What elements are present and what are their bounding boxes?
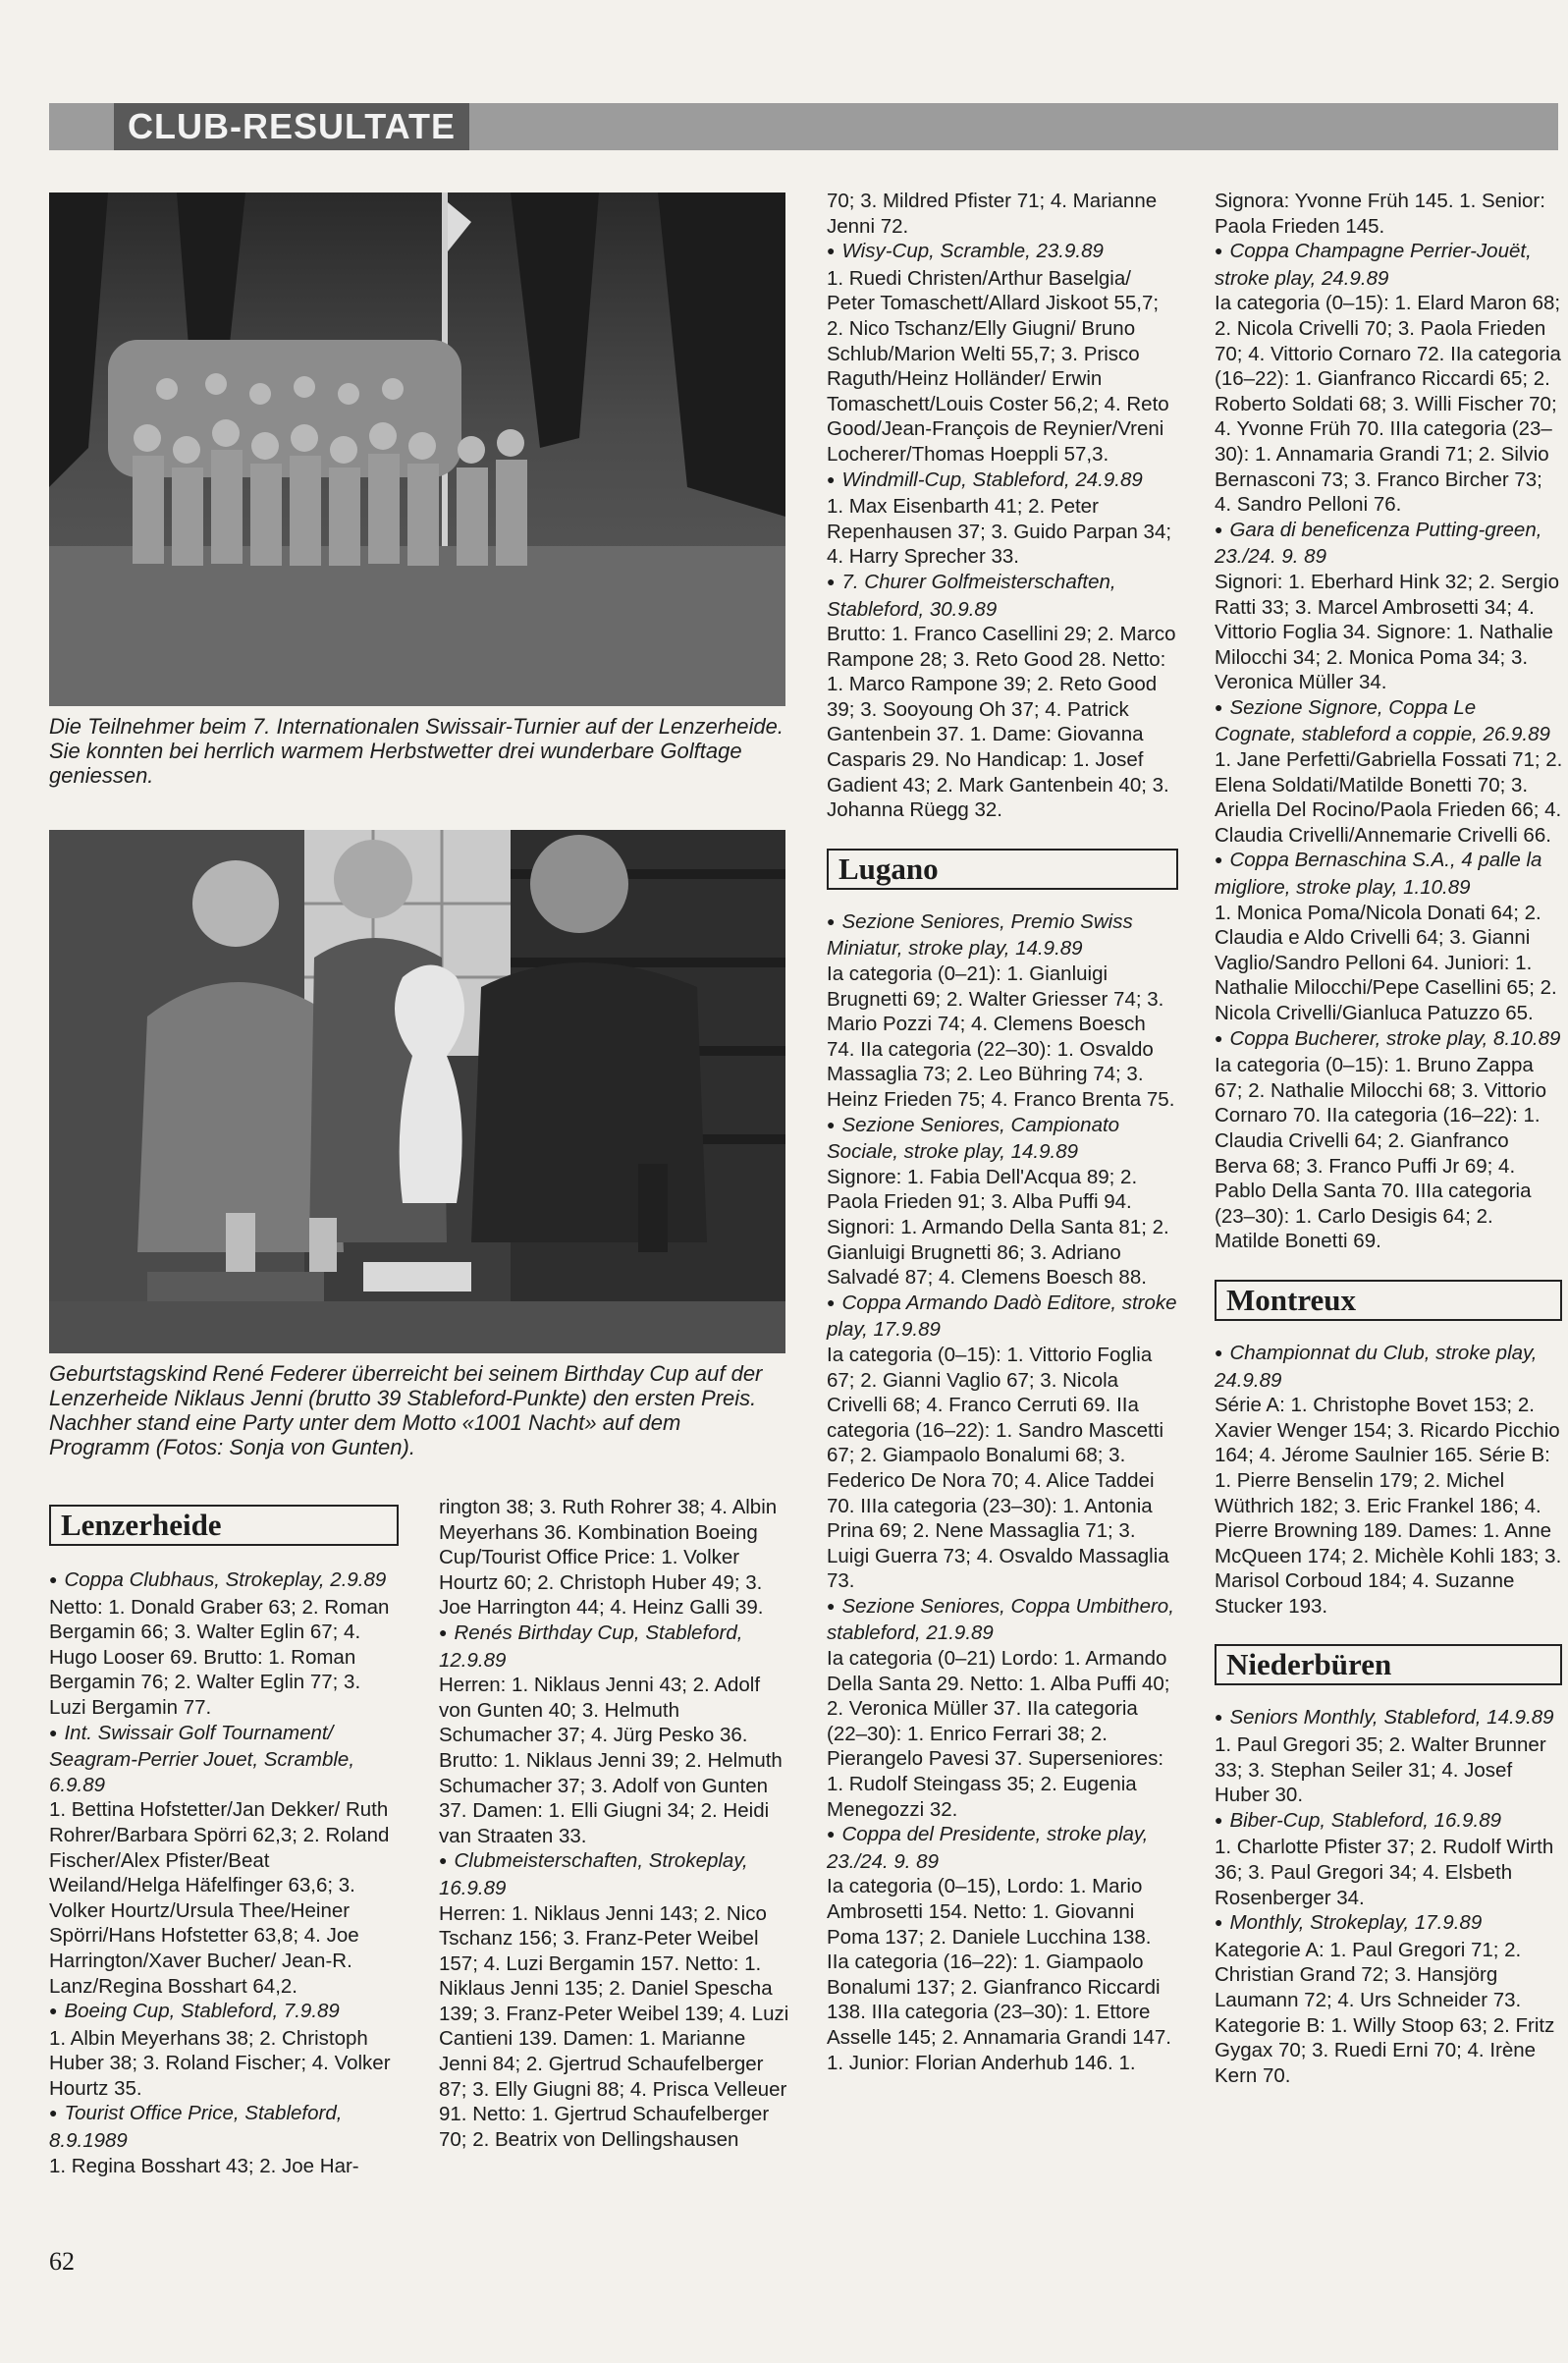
event-results: 1. Regina Bosshart 43; 2. Joe Har-	[49, 2154, 359, 2177]
event-results: 1. Paul Gregori 35; 2. Walter Brunner 33; 3. Stephan Seiler 31; 4. Josef Huber 30.	[1215, 1733, 1546, 1807]
section-title-niederburen: Niederbüren	[1215, 1644, 1562, 1685]
event-results: 1. Charlotte Pfister 37; 2. Rudolf Wirth 36; 3. Paul Gregori 34; 4. Elsbeth Rosenberger 34.	[1215, 1836, 1554, 1909]
event-results: Ia categoria (0–21) Lordo: 1. Armando Della Santa 29. Netto: 1. Alba Puffi 40; 2. Veronica Müller 37. IIa categoria (22–30): 1. Enrico Ferrari 38; 2. Pierangelo Pavesi 37. Superseniores: 1. Rudolf Steingass 35; 2. Eugenia Menegozzi 32.	[827, 1647, 1170, 1821]
event-title: ● Sezione Signore, Coppa Le Cognate, stableford a coppie, 26.9.89	[1215, 695, 1563, 747]
event-title: ● Windmill-Cup, Stableford, 24.9.89	[827, 467, 1178, 495]
group-photo	[49, 192, 785, 706]
event-results: Ia categoria (0–15): 1. Elard Maron 68; 2. Nicola Crivelli 70; 3. Paola Frieden 70; 4. Vittorio Cornaro 72. IIa categoria (16–22): 1. Gianfranco Riccardi 65; 2. Roberto Soldati 68; 3. Willi Fischer 70; 4. Yvonne Früh 70. IIIa categoria (23–30): 1. Annamaria Grandi 71; 2. Silvio Bernasconi 73; 3. Franco Bircher 73; 4. Sandro Pelloni 76.	[1215, 292, 1561, 517]
column-2	[439, 1495, 790, 2152]
group-photo-caption: Die Teilnehmer beim 7. Internationalen Swissair-Turnier auf der Lenzerheide. Sie konnten bei herrlich warmem Herbstwetter drei wunderbare Golftage geniessen.	[49, 714, 784, 788]
event-title: ● Coppa Bucherer, stroke play, 8.10.89	[1215, 1026, 1563, 1054]
event-results: 70; 3. Mildred Pfister 71; 4. Marianne Jenni 72.	[827, 190, 1158, 238]
column-3	[827, 189, 1178, 2075]
event-results: Herren: 1. Niklaus Jenni 143; 2. Nico Tschanz 156; 3. Franz-Peter Weibel 157; 4. Luzi Bergamin 157. Netto: 1. Niklaus Jenni 135; 2. Daniel Spescha 139; 3. Franz-Peter Weibel 139; 4. Luzi Cantieni 139. Damen: 1. Marianne Jenni 84; 2. Gjertrud Schaufelberger 87; 3. Elly Giugni 88; 4. Prisca Velleuer 91. Netto: 1. Gjertrud Schaufelberger 70; 2. Beatrix von Dellingshausen	[439, 1901, 789, 2151]
event-results: Herren: 1. Niklaus Jenni 43; 2. Adolf von Gunten 40; 3. Helmuth Schumacher 37; 4. Jürg Pesko 36. Brutto: 1. Niklaus Jenni 39; 2. Helmuth Schumacher 37; 3. Adolf von Gunten 37. Damen: 1. Elli Giugni 34; 2. Heidi van Straaten 33.	[439, 1674, 783, 1847]
event-title: ● Sezione Seniores, Premio Swiss Miniatur, stroke play, 14.9.89	[827, 909, 1178, 962]
event-results: Signore: 1. Fabia Dell'Acqua 89; 2. Paola Frieden 91; 3. Alba Puffi 94. Signori: 1. Armando Della Santa 81; 2. Gianluigi Brugnetti 86; 3. Adriano Salvadé 87; 4. Clemens Boesch 88.	[827, 1165, 1169, 1290]
event-results: 1. Ruedi Christen/Arthur Baselgia/ Peter Tomaschett/Allard Jiskoot 55,7; 2. Nico Tschanz/Elly Giugni/ Bruno Schlub/Marion Welti 55,7; 3. Prisco Raguth/Heinz Holländer/ Erwin Tomaschett/Louis Coster 56,2; 4. Reto Good/Jean-François de Reynier/Vreni Locherer/Thomas Hoeppli 57,3.	[827, 266, 1169, 466]
event-results: Ia categoria (0–15): 1. Vittorio Foglia 67; 2. Gianni Vaglio 67; 3. Nicola Crivelli 68; 4. Franco Cerruti 69. IIa categoria (16–22): 1. Sandro Mascetti 67; 2. Giampaolo Bonalumi 68; 3. Federico De Nora 70; 4. Alice Taddei 70. IIIa categoria (23–30): 1. Antonia Prina 69; 2. Nene Massaglia 71; 3. Luigi Guerra 73; 4. Osvaldo Massaglia 73.	[827, 1343, 1169, 1593]
prize-photo-caption: Geburtstagskind René Federer überreicht bei seinem Birthday Cup auf der Lenzerheide Niklaus Jenni (brutto 39 Stableford-Punkte) den ersten Preis. Nachher stand eine Party unter dem Motto «1001 Nacht» auf dem Programm (Fotos: Sonja von Gunten).	[49, 1361, 763, 1459]
column-4	[1215, 189, 1563, 2088]
event-title: ● Biber-Cup, Stableford, 16.9.89	[1215, 1808, 1563, 1836]
event-title: ● Boeing Cup, Stableford, 7.9.89	[49, 1999, 399, 2026]
event-title: ● Coppa Armando Dadò Editore, stroke play, 17.9.89	[827, 1291, 1178, 1343]
event-title: ● Monthly, Strokeplay, 17.9.89	[1215, 1910, 1563, 1938]
event-results: 1. Bettina Hofstetter/Jan Dekker/ Ruth Rohrer/Barbara Spörri 62,3; 2. Roland Fischer/Alex Pfister/Beat Weiland/Helga Häfelfinger 63,6; 3. Volker Hourtz/Ursula Thee/Heiner Spörri/Hans Hofstetter 63,8; 4. Joe Harrington/Xaver Bucher/ Jean-R. Lanz/Regina Bosshart 64,2.	[49, 1798, 390, 1998]
event-title: ● Sezione Seniores, Campionato Sociale, stroke play, 14.9.89	[827, 1113, 1178, 1165]
event-results: Ia categoria (0–15): 1. Bruno Zappa 67; 2. Nathalie Milocchi 68; 3. Vittorio Cornaro 70. IIa categoria (16–22): 1. Claudia Crivelli 64; 2. Gianfranco Berva 68; 3. Franco Puffi Jr 69; 4. Pablo Della Santa 70. IIIa categoria (23–30): 1. Carlo Desigis 64; 2. Matilde Bonetti 69.	[1215, 1054, 1547, 1253]
event-title: ● Coppa Champagne Perrier-Jouët, stroke play, 24.9.89	[1215, 239, 1563, 291]
event-results: rington 38; 3. Ruth Rohrer 38; 4. Albin Meyerhans 36. Kombination Boeing Cup/Tourist Office Price: 1. Volker Hourtz 60; 2. Christoph Huber 49; 3. Joe Harrington 44; 4. Heinz Galli 39.	[439, 1496, 778, 1620]
event-results: Netto: 1. Donald Graber 63; 2. Roman Bergamin 66; 3. Walter Eglin 67; 4. Hugo Looser 69. Brutto: 1. Roman Bergamin 76; 2. Walter Eglin 77; 3. Luzi Bergamin 77.	[49, 1595, 390, 1719]
event-title: ● Int. Swissair Golf Tournament/ Seagram-Perrier Jouet, Scramble, 6.9.89	[49, 1721, 399, 1798]
event-title: ● 7. Churer Golfmeisterschaften, Stableford, 30.9.89	[827, 570, 1178, 622]
event-results: Signori: 1. Eberhard Hink 32; 2. Sergio Ratti 33; 3. Marcel Ambrosetti 34; 4. Vittorio Foglia 34. Signore: 1. Nathalie Milocchi 34; 2. Monica Poma 34; 3. Veronica Müller 34.	[1215, 570, 1559, 694]
event-title: ● Tourist Office Price, Stableford, 8.9.1989	[49, 2101, 399, 2153]
event-results: 1. Monica Poma/Nicola Donati 64; 2. Claudia e Aldo Crivelli 64; 3. Gianni Vaglio/Sandro Pelloni 64. Juniori: 1. Nathalie Milocchi/Pepe Casellini 65; 2. Nicola Crivelli/Gianluca Patuzzo 65.	[1215, 901, 1557, 1024]
event-title: ● Coppa del Presidente, stroke play, 23./24. 9. 89	[827, 1822, 1178, 1874]
event-results: Signora: Yvonne Früh 145. 1. Senior: Paola Frieden 145.	[1215, 190, 1545, 238]
section-title-lugano: Lugano	[827, 849, 1178, 890]
event-results: Ia categoria (0–21): 1. Gianluigi Brugnetti 69; 2. Walter Griesser 74; 3. Mario Pozzi 74; 4. Clemens Boesch 74. IIa categoria (22–30): 1. Osvaldo Massaglia 73; 2. Leo Bühring 74; 3. Heinz Frieden 75; 4. Franco Brenta 75.	[827, 962, 1175, 1111]
event-title: ● Clubmeisterschaften, Strokeplay, 16.9.89	[439, 1848, 790, 1900]
event-title: ● Seniors Monthly, Stableford, 14.9.89	[1215, 1705, 1563, 1732]
event-title: ● Championnat du Club, stroke play, 24.9.89	[1215, 1341, 1563, 1393]
event-results: 1. Max Eisenbarth 41; 2. Peter Repenhausen 37; 3. Guido Parpan 34; 4. Harry Sprecher 33.	[827, 495, 1172, 569]
event-title: ● Coppa Bernaschina S.A., 4 palle la migliore, stroke play, 1.10.89	[1215, 848, 1563, 900]
event-title: ● Sezione Seniores, Coppa Umbithero, stableford, 21.9.89	[827, 1594, 1178, 1646]
event-results: Brutto: 1. Franco Casellini 29; 2. Marco Rampone 28; 3. Reto Good 28. Netto: 1. Marco Rampone 39; 2. Reto Good 39; 3. Sooyoung Oh 37; 4. Patrick Gantenbein 37. 1. Dame: Giovanna Casparis 29. No Handicap: 1. Josef Gadient 43; 2. Mark Gantenbein 40; 3. Johanna Rüegg 32.	[827, 623, 1176, 822]
prize-photo	[49, 830, 785, 1353]
column-1	[49, 1505, 399, 2178]
event-title: ● Gara di beneficenza Putting-green, 23./24. 9. 89	[1215, 518, 1563, 570]
event-results: Kategorie A: 1. Paul Gregori 71; 2. Christian Grand 72; 3. Hansjörg Laumann 72; 4. Urs Schneider 73. Kategorie B: 1. Willy Stoop 63; 2. Fritz Gygax 70; 3. Ruedi Erni 70; 4. Irène Kern 70.	[1215, 1938, 1555, 2087]
event-title: ● Renés Birthday Cup, Stableford, 12.9.89	[439, 1621, 790, 1673]
event-title: ● Coppa Clubhaus, Strokeplay, 2.9.89	[49, 1567, 399, 1595]
page-number: 62	[49, 2247, 75, 2276]
section-title-montreux: Montreux	[1215, 1280, 1562, 1321]
event-title: ● Wisy-Cup, Scramble, 23.9.89	[827, 239, 1178, 266]
section-title-lenzerheide: Lenzerheide	[49, 1505, 399, 1546]
event-results: 1. Jane Perfetti/Gabriella Fossati 71; 2. Elena Soldati/Matilde Bonetti 70; 3. Ariella Del Rocino/Paola Frieden 66; 4. Claudia Crivelli/Annemarie Crivelli 66.	[1215, 748, 1563, 847]
event-results: 1. Albin Meyerhans 38; 2. Christoph Huber 38; 3. Roland Fischer; 4. Volker Hourtz 35.	[49, 2026, 391, 2100]
section-header-title: CLUB-RESULTATE	[114, 103, 469, 150]
event-results: Ia categoria (0–15), Lordo: 1. Mario Ambrosetti 154. Netto: 1. Giovanni Poma 137; 2. Daniele Lucchina 138. IIa categoria (16–22): 1. Giampaolo Bonalumi 137; 2. Gianfranco Riccardi 138. IIIa categoria (23–30): 1. Ettore Asselle 145; 2. Annamaria Grandi 147. 1. Junior: Florian Anderhub 146. 1.	[827, 1875, 1171, 2074]
event-results: Série A: 1. Christophe Bovet 153; 2. Xavier Wenger 154; 3. Ricardo Picchio 164; 4. Jérome Saulnier 165. Série B: 1. Pierre Benselin 179; 2. Michel Wüthrich 182; 3. Eric Frankel 186; 4. Pierre Browning 189. Dames: 1. Anne McQueen 174; 2. Michèle Kohli 183; 3. Marisol Corboud 184; 4. Suzanne Stucker 193.	[1215, 1394, 1562, 1618]
